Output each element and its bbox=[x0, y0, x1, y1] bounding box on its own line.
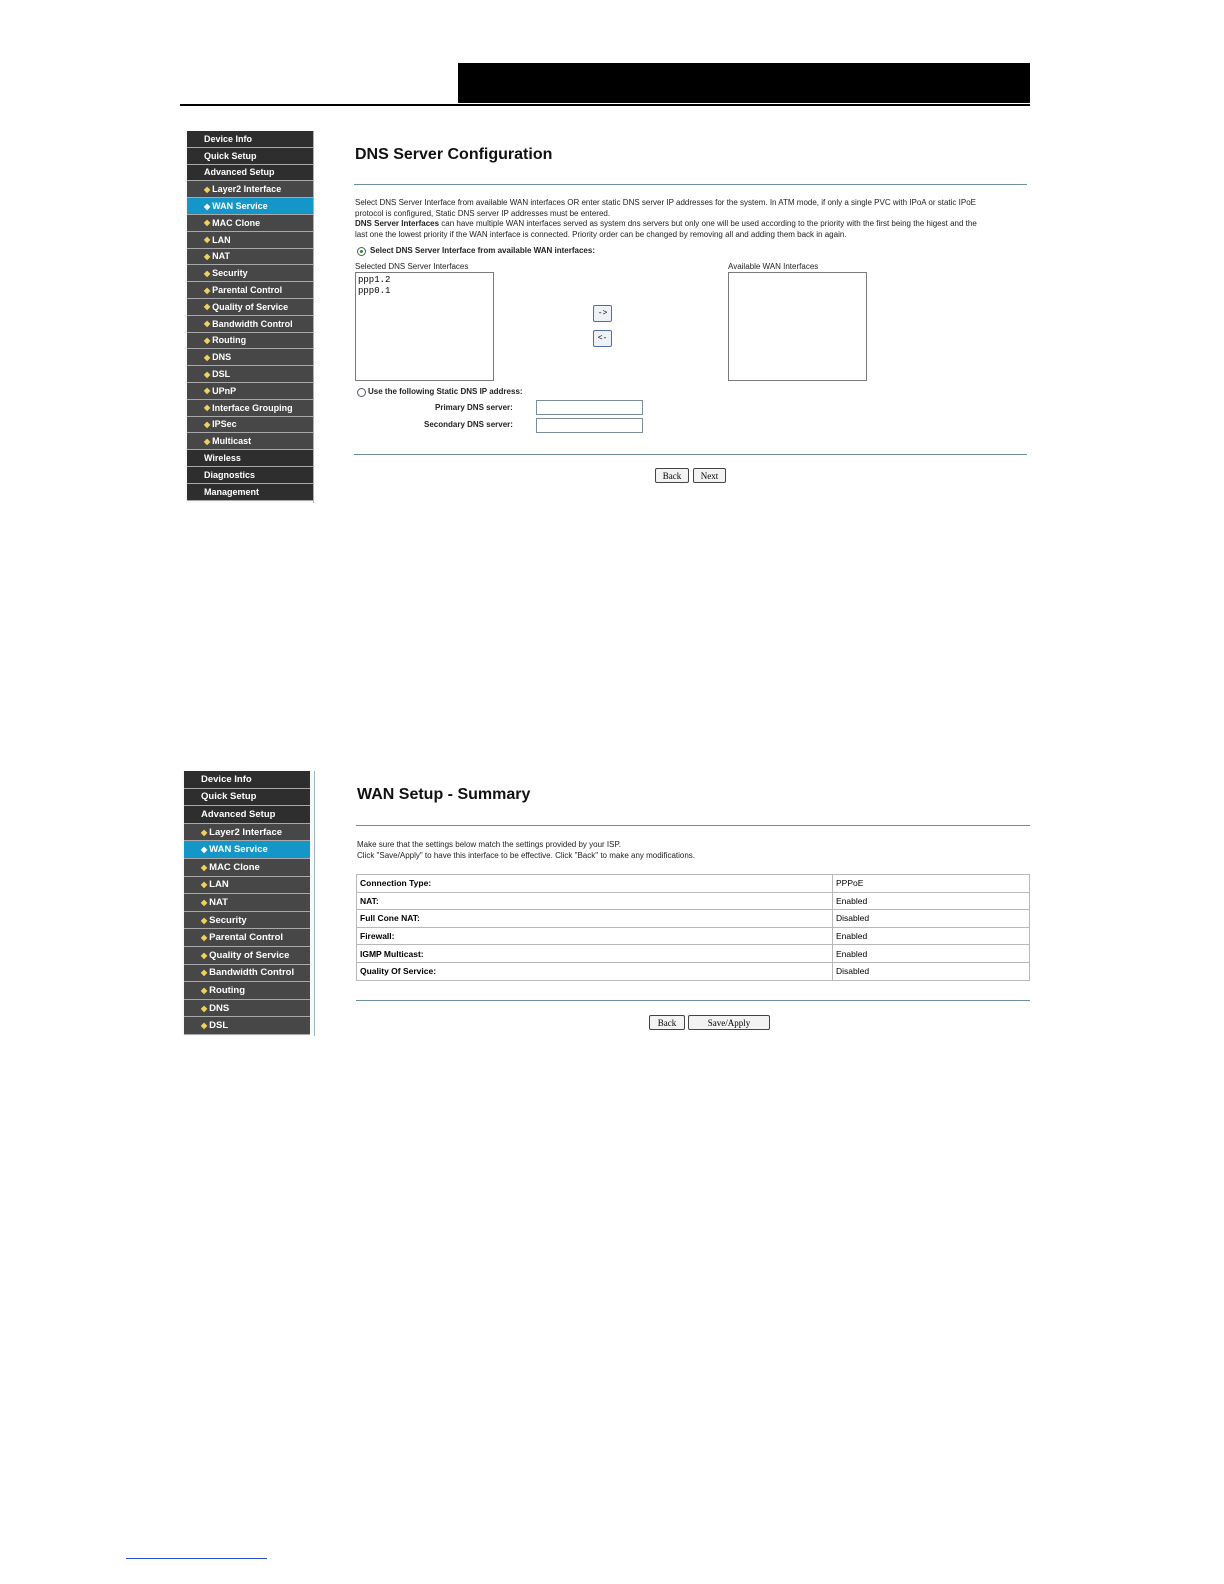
sidebar-item-multicast[interactable] bbox=[187, 433, 313, 450]
table-row bbox=[357, 875, 1030, 893]
sidebar-item-label: Interface Grouping bbox=[212, 402, 293, 413]
document-header-rule bbox=[180, 104, 1030, 106]
table-row bbox=[357, 962, 1030, 980]
sidebar-item-security[interactable] bbox=[184, 912, 310, 930]
primary-dns-label: Primary DNS server: bbox=[435, 403, 513, 412]
selected-interfaces-listbox[interactable] bbox=[355, 272, 494, 381]
selected-interfaces-label: Selected DNS Server Interfaces bbox=[355, 262, 469, 271]
bullet-icon: ◆ bbox=[201, 845, 208, 855]
bullet-icon: ◆ bbox=[201, 915, 208, 925]
sidebar-item-label: Wireless bbox=[204, 453, 241, 464]
dns-intro-text bbox=[355, 198, 1027, 240]
sidebar-item-label: Quick Setup bbox=[201, 791, 257, 803]
dns-config-screenshot bbox=[185, 131, 1028, 503]
sidebar-item-wireless[interactable] bbox=[187, 450, 313, 467]
sidebar-item-label: Bandwidth Control bbox=[209, 967, 295, 979]
sidebar-item-label: DNS bbox=[209, 1002, 230, 1014]
bullet-icon: ◆ bbox=[204, 419, 211, 429]
sidebar-item-device-info[interactable] bbox=[184, 771, 310, 789]
sidebar-item-label: Diagnostics bbox=[204, 469, 256, 480]
sidebar-item-label: WAN Service bbox=[212, 201, 268, 212]
row-value: Enabled bbox=[833, 892, 1030, 910]
bullet-icon: ◆ bbox=[201, 933, 208, 943]
move-left-button[interactable]: <- bbox=[593, 330, 612, 347]
sidebar-item-mac-clone[interactable] bbox=[184, 859, 310, 877]
bullet-icon: ◆ bbox=[204, 436, 211, 446]
next-button[interactable]: Next bbox=[693, 468, 726, 483]
bullet-icon: ◆ bbox=[204, 235, 211, 245]
table-row bbox=[357, 945, 1030, 963]
sidebar-item-label: NAT bbox=[212, 251, 230, 262]
sidebar-item-dns[interactable] bbox=[184, 1000, 310, 1018]
sidebar-item-quality-of-service[interactable] bbox=[187, 299, 313, 316]
sidebar-item-label: MAC Clone bbox=[209, 861, 260, 873]
row-value: Enabled bbox=[833, 927, 1030, 945]
back-button[interactable]: Back bbox=[649, 1015, 685, 1030]
sidebar-item-layer2-interface[interactable] bbox=[187, 181, 313, 198]
sidebar-item-nat[interactable] bbox=[187, 249, 313, 266]
sidebar-item-diagnostics[interactable] bbox=[187, 467, 313, 484]
sidebar-item-routing[interactable] bbox=[184, 982, 310, 1000]
document-header-bar bbox=[458, 63, 1030, 103]
row-label: Firewall: bbox=[357, 927, 833, 945]
sidebar-item-label: NAT bbox=[209, 896, 228, 908]
primary-dns-input[interactable] bbox=[536, 400, 643, 415]
summary-sidebar bbox=[182, 771, 314, 1035]
row-label: Connection Type: bbox=[357, 875, 833, 893]
sidebar-item-label: Quality of Service bbox=[209, 949, 290, 961]
intro-line bbox=[355, 219, 1027, 230]
sidebar-item-label: DSL bbox=[212, 369, 231, 380]
sidebar-item-routing[interactable] bbox=[187, 333, 313, 350]
intro-line: Make sure that the settings below match the settings provided by your ISP. bbox=[357, 840, 621, 849]
row-value: Disabled bbox=[833, 910, 1030, 928]
title-divider bbox=[356, 825, 1030, 826]
sidebar-item-layer2-interface[interactable] bbox=[184, 824, 310, 842]
sidebar-item-wan-service[interactable] bbox=[187, 198, 313, 215]
back-button[interactable]: Back bbox=[655, 468, 689, 483]
sidebar-item-label: Advanced Setup bbox=[201, 808, 276, 820]
bullet-icon: ◆ bbox=[204, 352, 211, 362]
sidebar-item-ipsec[interactable] bbox=[187, 417, 313, 434]
sidebar-item-label: LAN bbox=[209, 879, 229, 891]
sidebar-item-label: Layer2 Interface bbox=[212, 184, 282, 195]
sidebar-item-label: MAC Clone bbox=[212, 217, 261, 228]
sidebar-item-label: IPSec bbox=[212, 419, 237, 430]
intro-line: protocol is configured, Static DNS server IP addresses must be entered. bbox=[355, 208, 611, 218]
sidebar-item-label: Quick Setup bbox=[204, 150, 257, 161]
row-label: NAT: bbox=[357, 892, 833, 910]
sidebar-item-label: Multicast bbox=[212, 436, 252, 447]
row-label: IGMP Multicast: bbox=[357, 945, 833, 963]
sidebar-item-label: Parental Control bbox=[209, 932, 284, 944]
sidebar-item-label: WAN Service bbox=[209, 844, 268, 856]
sidebar-item-parental-control[interactable] bbox=[184, 929, 310, 947]
sidebar-item-label: Parental Control bbox=[212, 285, 283, 296]
sidebar-item-label: Device Info bbox=[204, 133, 253, 144]
bullet-icon: ◆ bbox=[204, 302, 211, 312]
sidebar-item-label: Routing bbox=[212, 335, 247, 346]
bullet-icon: ◆ bbox=[204, 285, 211, 295]
sidebar-item-quick-setup[interactable] bbox=[187, 148, 313, 165]
sidebar-item-label: LAN bbox=[212, 234, 231, 245]
sidebar-item-device-info[interactable] bbox=[187, 131, 313, 148]
sidebar-item-wan-service[interactable] bbox=[184, 841, 310, 859]
sidebar-item-label: Management bbox=[204, 486, 260, 497]
bullet-icon: ◆ bbox=[201, 880, 208, 890]
page-title: WAN Setup - Summary bbox=[357, 786, 531, 803]
bullet-icon: ◆ bbox=[204, 386, 211, 396]
bullet-icon: ◆ bbox=[204, 403, 211, 413]
available-interfaces-label: Available WAN Interfaces bbox=[728, 262, 819, 271]
intro-bold-term: DNS Server Interfaces bbox=[355, 219, 440, 228]
bullet-icon: ◆ bbox=[204, 268, 211, 278]
row-value: PPPoE bbox=[833, 875, 1030, 893]
bullet-icon: ◆ bbox=[201, 968, 208, 978]
sidebar-item-label: Device Info bbox=[201, 773, 252, 785]
bullet-icon: ◆ bbox=[201, 897, 208, 907]
intro-line: last one the lowest priority if the WAN interface is connected. Priority order can be changed by removing all and adding them back in again. bbox=[355, 229, 847, 239]
sidebar-item-nat[interactable] bbox=[184, 894, 310, 912]
sidebar-item-upnp[interactable] bbox=[187, 383, 313, 400]
sidebar-item-label: Security bbox=[212, 268, 248, 279]
bullet-icon: ◆ bbox=[204, 251, 211, 261]
wan-summary-screenshot bbox=[182, 771, 1029, 1036]
sidebar-item-label: DSL bbox=[209, 1020, 229, 1032]
dns-interface-option-label: Select DNS Server Interface from available WAN interfaces: bbox=[370, 246, 595, 255]
dns-content-panel bbox=[313, 131, 1028, 503]
table-row bbox=[357, 910, 1030, 928]
bullet-icon: ◆ bbox=[204, 369, 211, 379]
row-value: Disabled bbox=[833, 962, 1030, 980]
sidebar-item-label: UPnP bbox=[212, 385, 237, 396]
save-apply-button[interactable]: Save/Apply bbox=[688, 1015, 770, 1030]
sidebar-item-lan[interactable] bbox=[187, 232, 313, 249]
bullet-icon: ◆ bbox=[201, 985, 208, 995]
bullet-icon: ◆ bbox=[201, 1003, 208, 1013]
form-bottom-divider bbox=[356, 1000, 1030, 1001]
form-bottom-divider bbox=[354, 454, 1027, 455]
sidebar-item-advanced-setup[interactable] bbox=[184, 806, 310, 824]
sidebar-item-label: Advanced Setup bbox=[204, 167, 275, 178]
row-label: Quality Of Service: bbox=[357, 962, 833, 980]
sidebar-item-interface-grouping[interactable] bbox=[187, 400, 313, 417]
bullet-icon: ◆ bbox=[201, 862, 208, 872]
bullet-icon: ◆ bbox=[204, 335, 211, 345]
sidebar-item-bandwidth-control[interactable] bbox=[184, 965, 310, 983]
sidebar-item-label: Layer2 Interface bbox=[209, 826, 283, 838]
sidebar-item-dsl[interactable] bbox=[184, 1017, 310, 1035]
secondary-dns-input[interactable] bbox=[536, 418, 643, 433]
sidebar-item-dsl[interactable] bbox=[187, 366, 313, 383]
sidebar-item-bandwidth-control[interactable] bbox=[187, 316, 313, 333]
summary-content-panel bbox=[314, 771, 1029, 1036]
intro-line: Select DNS Server Interface from available WAN interfaces OR enter static DNS server IP addresses for the system. In ATM mode, if only a single PVC with IPoA or static IPoE bbox=[355, 198, 976, 207]
sidebar-item-dns[interactable] bbox=[187, 349, 313, 366]
sidebar-item-management[interactable] bbox=[187, 484, 313, 501]
sidebar-item-quality-of-service[interactable] bbox=[184, 947, 310, 965]
sidebar-item-label: Bandwidth Control bbox=[212, 318, 293, 329]
bullet-icon: ◆ bbox=[204, 218, 211, 228]
intro-line-rest: can have multiple WAN interfaces served as system dns servers but only one will be used according to the priority with the first being the higest and the bbox=[439, 219, 977, 228]
list-option[interactable]: ppp1.2 bbox=[358, 275, 391, 285]
row-value: Enabled bbox=[833, 945, 1030, 963]
sidebar-item-parental-control[interactable] bbox=[187, 282, 313, 299]
summary-table bbox=[356, 874, 1030, 981]
static-dns-radio[interactable] bbox=[357, 388, 366, 397]
bullet-icon: ◆ bbox=[201, 950, 208, 960]
bullet-icon: ◆ bbox=[204, 201, 211, 211]
intro-line: Click "Save/Apply" to have this interface to be effective. Click "Back" to make any modifications. bbox=[357, 850, 696, 860]
title-divider bbox=[354, 184, 1027, 185]
static-dns-option-label: Use the following Static DNS IP address: bbox=[368, 387, 523, 396]
page-title: DNS Server Configuration bbox=[355, 146, 553, 163]
dns-sidebar bbox=[185, 131, 313, 501]
sidebar-item-security[interactable] bbox=[187, 265, 313, 282]
sidebar-item-label: Quality of Service bbox=[212, 301, 289, 312]
move-right-button[interactable]: -> bbox=[593, 305, 612, 322]
bullet-icon: ◆ bbox=[204, 184, 211, 194]
sidebar-item-label: Security bbox=[209, 914, 247, 926]
sidebar-item-advanced-setup[interactable] bbox=[187, 165, 313, 182]
row-label: Full Cone NAT: bbox=[357, 910, 833, 928]
footer-link-underline bbox=[126, 1558, 267, 1559]
sidebar-item-mac-clone[interactable] bbox=[187, 215, 313, 232]
sidebar-item-label: Routing bbox=[209, 984, 246, 996]
sidebar-item-label: DNS bbox=[212, 352, 232, 363]
list-option[interactable]: ppp0.1 bbox=[358, 286, 391, 296]
available-interfaces-listbox[interactable] bbox=[728, 272, 867, 381]
summary-intro-text bbox=[357, 840, 695, 861]
bullet-icon: ◆ bbox=[201, 1021, 208, 1031]
dns-interface-radio[interactable] bbox=[357, 247, 366, 256]
secondary-dns-label: Secondary DNS server: bbox=[424, 420, 513, 429]
sidebar-item-lan[interactable] bbox=[184, 877, 310, 895]
bullet-icon: ◆ bbox=[201, 827, 208, 837]
table-row bbox=[357, 927, 1030, 945]
bullet-icon: ◆ bbox=[204, 319, 211, 329]
table-row bbox=[357, 892, 1030, 910]
sidebar-item-quick-setup[interactable] bbox=[184, 789, 310, 807]
